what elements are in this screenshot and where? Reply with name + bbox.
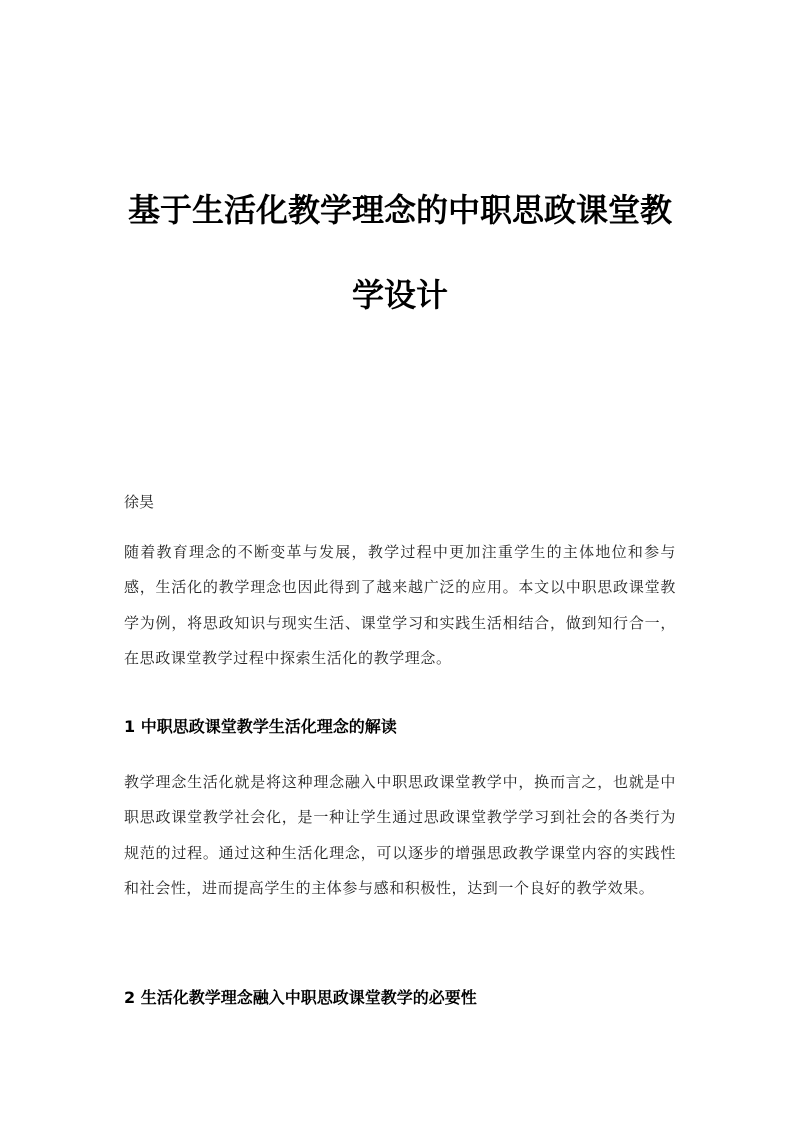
author-name: 徐昊 xyxy=(124,493,155,511)
section-heading-2: 2 生活化教学理念融入中职思政课堂教学的必要性 xyxy=(124,988,477,1007)
section-heading-1: 1 中职思政课堂教学生活化理念的解读 xyxy=(124,717,397,736)
document-title-line-1: 基于生活化教学理念的中职思政课堂教 xyxy=(127,191,672,229)
document-title-line-2: 学设计 xyxy=(351,276,448,314)
section-1-paragraph: 教学理念生活化就是将这种理念融入中职思政课堂教学中，换而言之，也就是中职思政课堂教学社会化，是一种让学生通过思政课堂教学学习到社会的各类行为规范的过程。通过这种生活化理念，可以逐步的增强思政教学课堂内容的实践性和社会性，进而提高学生的主体参与感和积极性，达到一个良好的教学效果。 xyxy=(124,773,676,898)
abstract-paragraph: 随着教育理念的不断变革与发展，教学过程中更加注重学生的主体地位和参与感，生活化的教学理念也因此得到了越来越广泛的应用。本文以中职思政课堂教学为例，将思政知识与现实生活、课堂学习和实践生活相结合，做到知行合一，在思政课堂教学过程中探索生活化的教学理念。 xyxy=(124,543,676,668)
